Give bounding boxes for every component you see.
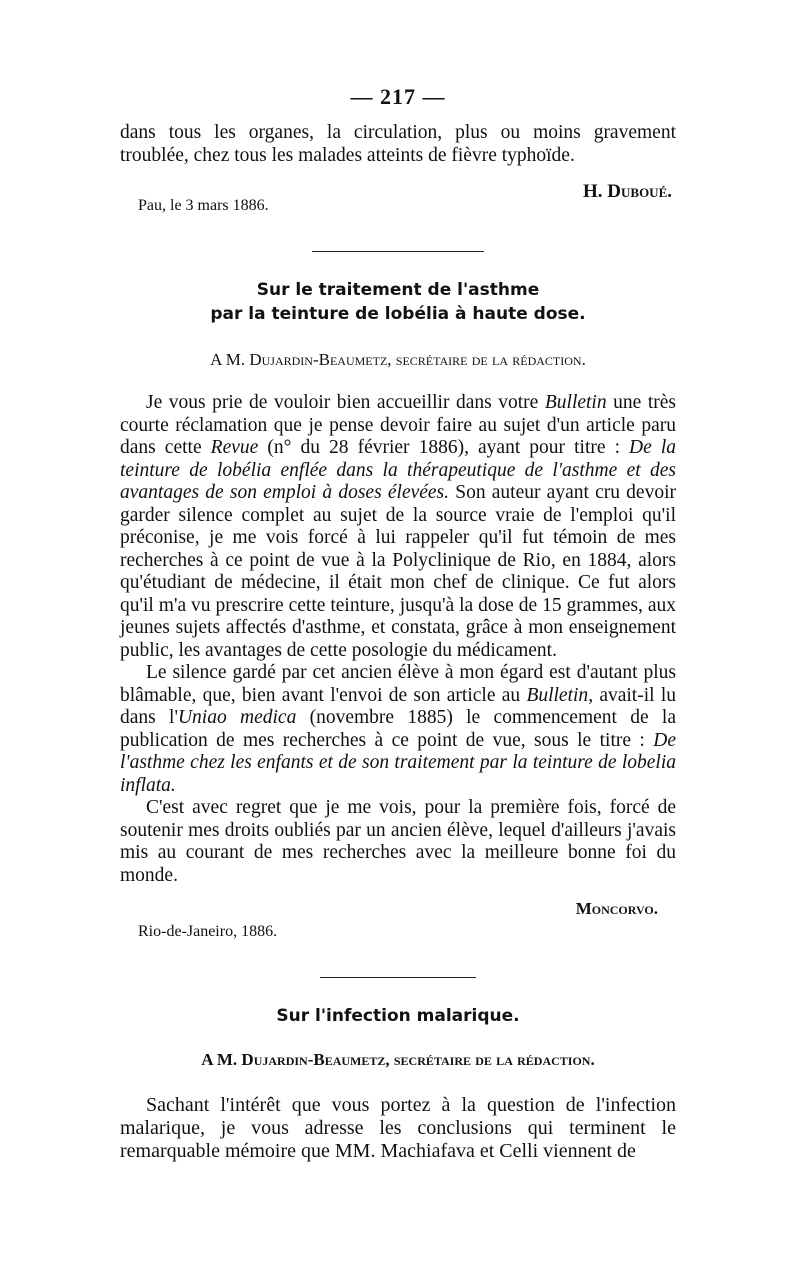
section1-heading: [120, 278, 676, 326]
section2-heading: Sur l'infection malarique.: [276, 1006, 520, 1026]
section1-heading-line2: par la teinture de lobélia à haute dose.: [210, 304, 586, 324]
italic-run: Bulletin: [544, 392, 607, 413]
text-run: une très courte réclamation que je pense devoir faire au sujet d'un article paru dans cette: [120, 392, 676, 458]
italic-run: Bulletin: [526, 684, 589, 706]
document-page: [120, 84, 676, 1163]
text-run: Son auteur ayant cru devoir garder silence complet au sujet de la source vraie de l'emploi qu'il préconise, je me vois forcé à lui rappeler qu'il fut témoin de mes recherches à ce point de vue à la Polyclinique de Rio, en 1884, alors qu'étudiant de médecine, il était mon chef de clinique. Ce fut alors qu'il m'a vu prescrire cette teinture, jusqu'à la dose de 15 grammes, aux jeunes sujets affectés d'asthme, et constata, grâce à mon enseignement public, les avantages de cette posologie du médicament.: [120, 482, 676, 661]
section1-dateline: Rio-de-Janeiro, 1886.: [138, 923, 278, 940]
text-run: Le silence gardé par cet ancien élève à mon égard est d'autant plus blâmable, que, bien avant l'envoi de son article au: [120, 662, 676, 706]
section-divider: [312, 251, 484, 252]
section1-paragraph-2: [120, 662, 676, 797]
italic-run: De l'asthme chez les enfants et de son traitement par la teinture de lobelia inflata.: [120, 729, 676, 796]
section1-paragraph-1: [120, 392, 676, 662]
text-run: (novembre 1885) le commencement de la publication de mes recherches à ce point de vue, sous le titre :: [120, 707, 676, 751]
section1-address: A M. Dujardin-Beaumetz, secrétaire de la rédaction.: [210, 350, 586, 369]
section1-signature: Moncorvo.: [575, 899, 658, 918]
section1-paragraph-3: C'est avec regret que je me vois, pour la première fois, forcé de soutenir mes droits oubliés par un ancien élève, lequel d'ailleurs j'avais mis au courant de mes recherches avec la meilleure bonne foi du monde.: [120, 797, 676, 886]
intro-paragraph: dans tous les organes, la circulation, plus ou moins gravement troublée, chez tous les malades atteints de fièvre typhoïde.: [120, 122, 676, 166]
section2-body: [120, 1094, 676, 1163]
italic-run: Revue: [210, 437, 259, 458]
section2-address: A M. Dujardin-Beaumetz, secrétaire de la rédaction.: [201, 1050, 595, 1069]
italic-run: De la teinture de lobélia enflée dans la thérapeutique de l'asthme et des avantages de son emploi à doses élevées.: [120, 437, 677, 503]
italic-run: Uniao medica: [177, 707, 297, 728]
intro-signature: H. Duboué.: [583, 181, 672, 202]
text-run: (n° du 28 février 1886), ayant pour titre :: [258, 437, 630, 458]
page-number: — 217 —: [350, 84, 446, 109]
section1-heading-line1: Sur le traitement de l'asthme: [256, 280, 540, 300]
section2-paragraph-1: Sachant l'intérêt que vous portez à la question de l'infection malarique, je vous adresse les conclusions qui terminent le remarquable mémoire que MM. Machiafava et Celli viennent de: [120, 1094, 676, 1162]
text-run: , avait-il lu dans l': [120, 684, 676, 728]
section-divider-2: [320, 977, 476, 978]
text-run: Je vous prie de vouloir bien accueillir dans votre: [146, 392, 545, 413]
intro-dateline: Pau, le 3 mars 1886.: [138, 197, 269, 214]
